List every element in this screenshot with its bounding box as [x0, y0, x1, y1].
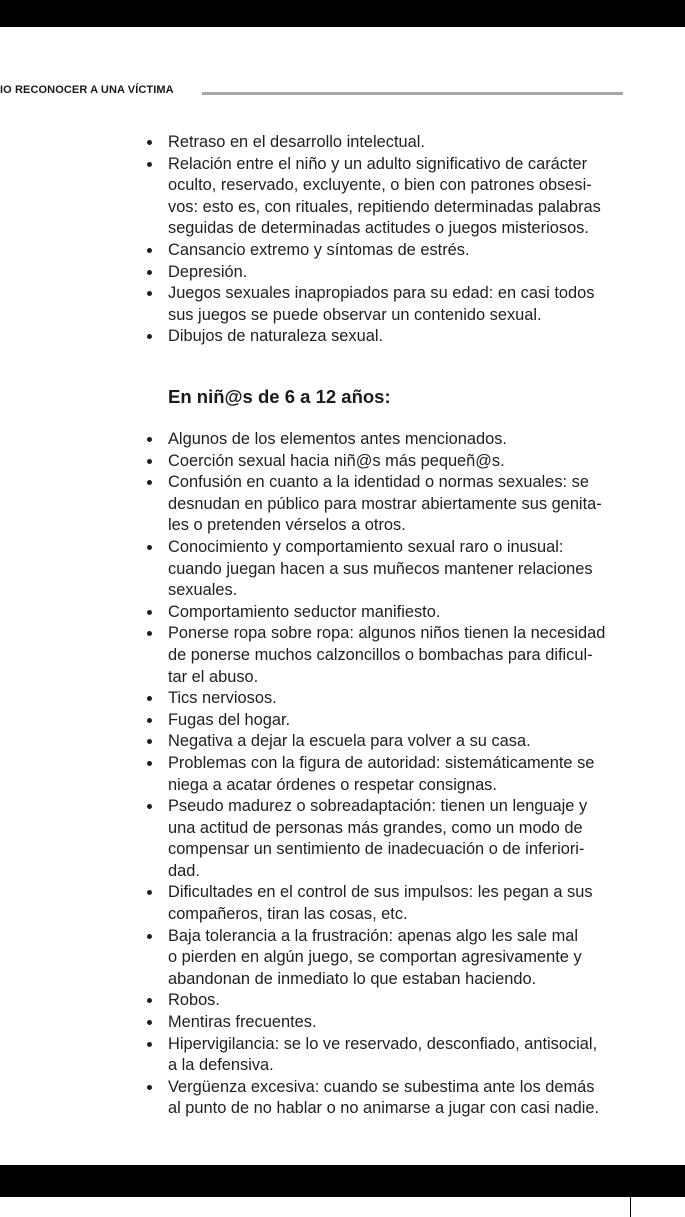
list-item-line: seguidas de determinadas actitudes o juegos misteriosos. [168, 219, 589, 238]
list-item [168, 472, 605, 537]
list-item-line: vos: esto es, con rituales, repitiendo determinadas palabras [168, 197, 601, 216]
list-item [168, 1077, 605, 1120]
list-item-line: niega a acatar órdenes o respetar consignas. [168, 775, 497, 794]
list-item-line: Depresión. [168, 262, 248, 281]
list-item-line: Comportamiento seductor manifiesto. [168, 602, 441, 621]
list-item-line: Pseudo madurez o sobreadaptación: tienen un lenguaje y [168, 797, 588, 816]
section-heading: En niñ@s de 6 a 12 años: [168, 386, 391, 407]
list-item [168, 731, 605, 753]
list-item-line: Algunos de los elementos antes mencionados. [168, 430, 507, 448]
list-item [168, 688, 605, 710]
list-item-line: Confusión en cuanto a la identidad o normas sexuales: se [168, 473, 589, 492]
list-item-line: Ponerse ropa sobre ropa: algunos niños tienen la necesidad [168, 624, 606, 643]
list-item-line: Relación entre el niño y un adulto significativo de carácter [168, 154, 588, 173]
list-item [168, 283, 601, 326]
list-item [168, 796, 605, 882]
list-item [168, 623, 605, 688]
list-item-line: Negativa a dejar la escuela para volver a su casa. [168, 732, 531, 751]
list-item-line: a la defensiva. [168, 1056, 274, 1075]
list-item-line: sexuales. [168, 581, 238, 600]
list-item-line: oculto, reservado, excluyente, o bien con patrones obsesi- [168, 176, 592, 195]
list-item-line: Robos. [168, 991, 220, 1010]
list-item-line: Cansancio extremo y síntomas de estrés. [168, 240, 470, 259]
list-item-line: Mentiras frecuentes. [168, 1013, 317, 1032]
list-item-line: Baja tolerancia a la frustración: apenas algo les sale mal [168, 926, 578, 945]
list-item-line: de ponerse muchos calzoncillos o bombachas para dificul- [168, 645, 593, 664]
list-item [168, 537, 605, 602]
list-item [168, 926, 605, 991]
bottom-black-bar [0, 1165, 685, 1197]
list-item-line: cuando juegan hacen a sus muñecos mantener relaciones [168, 559, 593, 578]
list-item [168, 154, 601, 240]
page-edge-mark [630, 1197, 631, 1217]
list-item-line: Hipervigilancia: se lo ve reservado, desconfiado, antisocial, [168, 1034, 598, 1053]
symptom-list-general [168, 132, 601, 348]
list-item-line: compañeros, tiran las cosas, etc. [168, 905, 408, 924]
list-item-line: una actitud de personas más grandes, como un modo de [168, 818, 583, 837]
list-item [168, 1012, 605, 1034]
list-item-line: abandonan de inmediato lo que estaban haciendo. [168, 969, 537, 988]
list-item-line: compensar un sentimiento de inadecuación o de inferiori- [168, 840, 585, 859]
symptom-list-6-12 [168, 429, 605, 1120]
list-item-line: Juegos sexuales inapropiados para su edad: en casi todos [168, 284, 595, 303]
list-item [168, 429, 605, 451]
list-item [168, 753, 605, 796]
list-item [168, 990, 605, 1012]
list-item-line: les o pretenden vérselos a otros. [168, 516, 406, 535]
list-item-line: Problemas con la figura de autoridad: sistemáticamente se [168, 753, 595, 772]
list-item [168, 1034, 605, 1077]
list-item-line: Tics nerviosos. [168, 689, 277, 708]
list-item [168, 326, 601, 348]
list-item-line: o pierden en algún juego, se comportan agresivamente y [168, 948, 582, 967]
list-item-line: tar el abuso. [168, 667, 259, 686]
list-item-line: dad. [168, 861, 200, 880]
list-item [168, 602, 605, 624]
list-item-line: Retraso en el desarrollo intelectual. [168, 133, 425, 151]
running-header: IO RECONOCER A UNA VÍCTIMA [0, 84, 174, 96]
list-item [168, 710, 605, 732]
list-item [168, 882, 605, 925]
list-item-line: Conocimiento y comportamiento sexual raro o inusual: [168, 537, 564, 556]
list-item-line: desnudan en público para mostrar abiertamente sus genita- [168, 494, 602, 513]
list-item [168, 132, 601, 154]
list-item [168, 451, 605, 473]
list-item [168, 240, 601, 262]
list-item-line: Vergüenza excesiva: cuando se subestima ante los demás [168, 1077, 595, 1096]
top-black-bar [0, 0, 685, 27]
list-item [168, 262, 601, 284]
list-item-line: Dificultades en el control de sus impulsos: les pegan a sus [168, 883, 593, 902]
list-item-line: Fugas del hogar. [168, 710, 291, 729]
list-item-line: Dibujos de naturaleza sexual. [168, 327, 384, 346]
list-item-line: Coerción sexual hacia niñ@s más pequeñ@s. [168, 451, 505, 470]
list-item-line: sus juegos se puede observar un contenido sexual. [168, 305, 542, 324]
header-rule [202, 92, 623, 95]
list-item-line: al punto de no hablar o no animarse a jugar con casi nadie. [168, 1099, 599, 1118]
